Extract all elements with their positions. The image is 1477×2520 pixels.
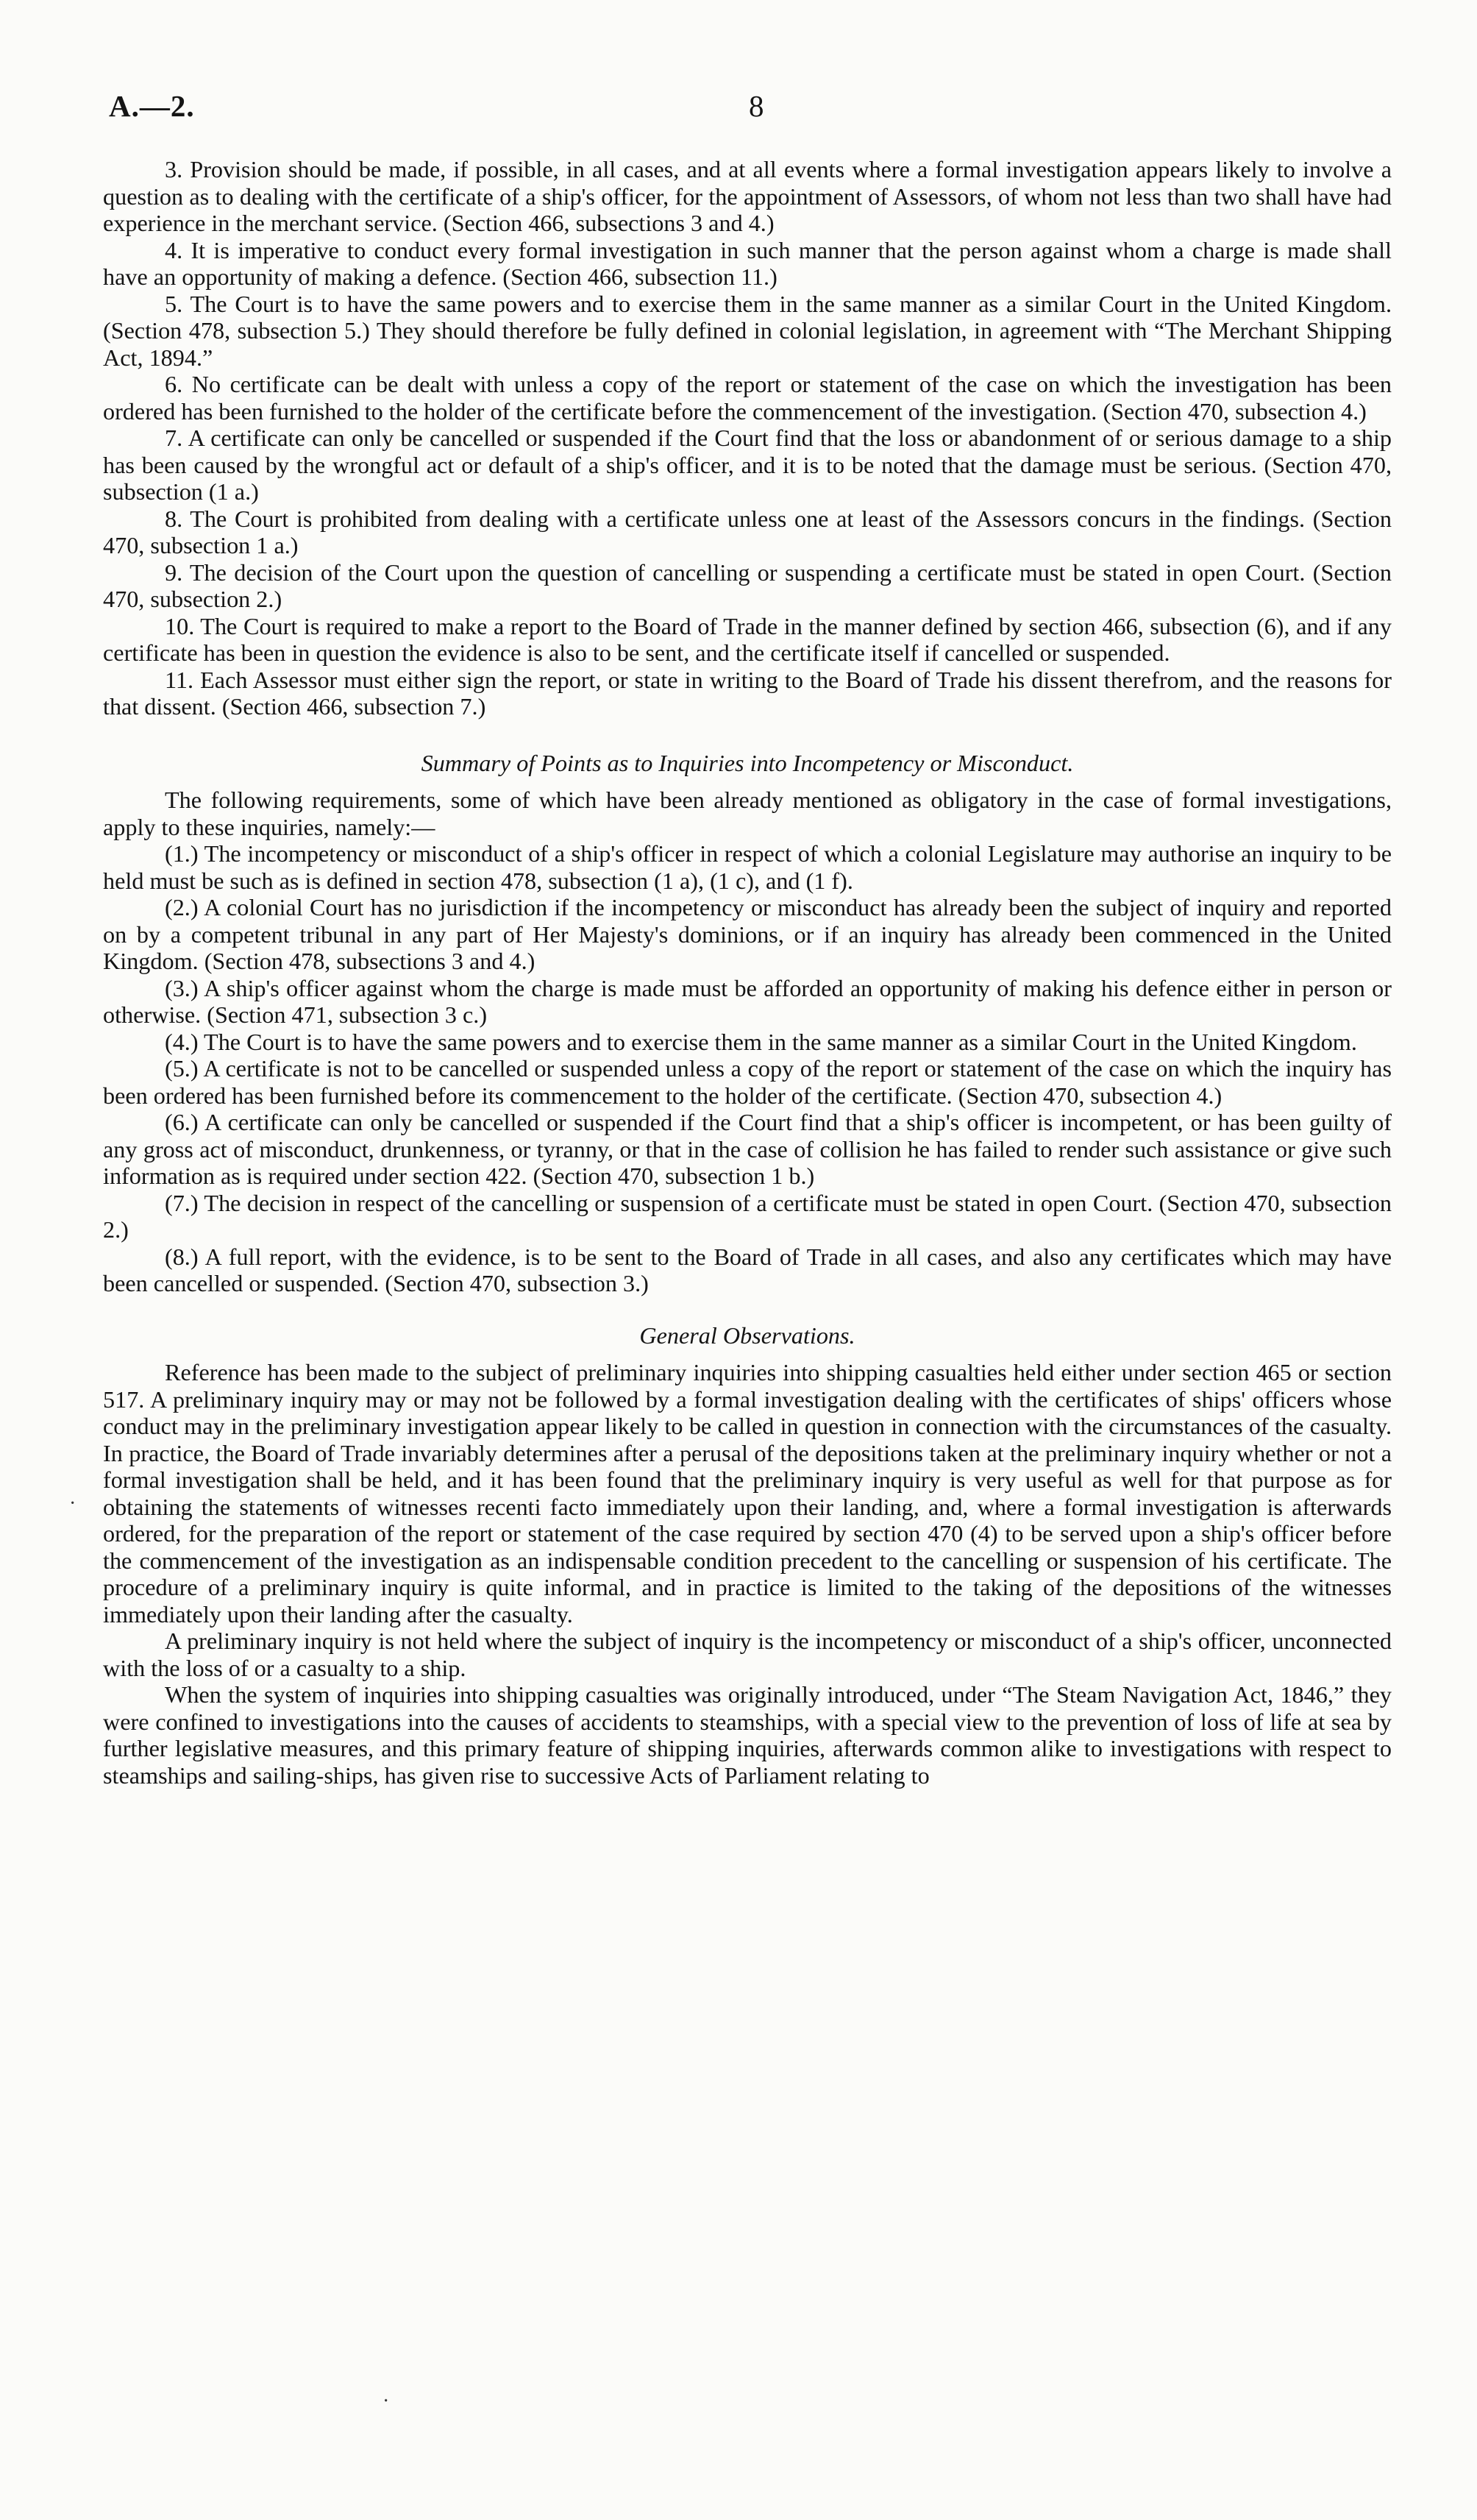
summary-section	[103, 750, 1392, 1297]
paragraph-7: 7. A certificate can only be cancelled or suspended if the Court find that the loss or abandonment of or serious damage to a ship has been caused by the wrongful act or default of a ship's officer, and it is to be noted that the damage must be serious. (Section 470, subsection (1 a.)	[103, 425, 1392, 505]
document-reference: A.—2.	[109, 89, 195, 123]
summary-point-1: (1.) The incompetency or misconduct of a ship's officer in respect of which a colonial Legislature may authorise an inquiry to be held must be such as is defined in section 478, subsection (1 a), (1 c), and (1 f).	[103, 840, 1392, 894]
general-paragraph-3: When the system of inquiries into shipping casualties was originally introduced, under “The Steam Navigation Act, 1846,” they were confined to investigations into the causes of accidents to steamships, with a special view to the prevention of loss of life at sea by further legislative measures, and this primary feature of shipping inquiries, afterwards common alike to investigations with respect to steamships and sailing-ships, has given rise to successive Acts of Parliament relating to	[103, 1681, 1392, 1789]
summary-point-6: (6.) A certificate can only be cancelled or suspended if the Court find that a ship's officer is incompetent, or has been guilty of any gross act of misconduct, drunkenness, or tyranny, or that in the case of collision he has failed to render such assistance or give such information as is required under section 422. (Section 470, subsection 1 b.)	[103, 1109, 1392, 1189]
paragraph-9: 9. The decision of the Court upon the question of cancelling or suspending a certificate must be stated in open Court. (Section 470, subsection 2.)	[103, 558, 1392, 612]
summary-point-8: (8.) A full report, with the evidence, is to be sent to the Board of Trade in all cases, and also any certificates which may have been cancelled or suspended. (Section 470, subsection 3.)	[103, 1243, 1392, 1296]
summary-point-5: (5.) A certificate is not to be cancelled or suspended unless a copy of the report or statement of the case on which the inquiry has been ordered has been furnished before its commencement to the holder of the certificate. (Section 470, subsection 4.)	[103, 1055, 1392, 1109]
page-header	[109, 88, 1389, 132]
bottom-dot-mark: ·	[382, 2390, 390, 2413]
general-paragraph-2: A preliminary inquiry is not held where the subject of inquiry is the incompetency or misconduct of a ship's officer, unconnected with the loss of or a casualty to a ship.	[103, 1628, 1392, 1681]
paragraph-10: 10. The Court is required to make a report to the Board of Trade in the manner defined by section 466, subsection (6), and if any certificate has been in question the evidence is also to be sent, and the certificate itself if cancelled or suspended.	[103, 612, 1392, 666]
paragraph-4: 4. It is imperative to conduct every formal investigation in such manner that the person against whom a charge is made shall have an opportunity of making a defence. (Section 466, subsection 11.)	[103, 236, 1392, 290]
summary-point-7: (7.) The decision in respect of the cancelling or suspension of a certificate must be stated in open Court. (Section 470, subsection 2.)	[103, 1189, 1392, 1243]
general-paragraph-1: Reference has been made to the subject of preliminary inquiries into shipping casualties held either under section 465 or section 517. A preliminary inquiry may or may not be followed by a formal investigation dealing with the certificates of ships' officers whose conduct may in the preliminary investigation appear likely to be called in question in connection with the circumstances of the casualty. In practice, the Board of Trade invariably determines after a perusal of the depositions taken at the preliminary inquiry whether or not a formal investigation shall be held, and it has been found that the preliminary inquiry is very useful as well for that purpose as for obtaining the statements of witnesses recenti facto immediately upon their landing, and, where a formal investigation is afterwards ordered, for the preparation of the report or statement of the case required by section 470 (4) to be served upon a ship's officer before the commencement of the investigation as an indispensable condition precedent to the cancelling or suspension of his certificate. The procedure of a preliminary inquiry is quite informal, and in practice is limited to the taking of the depositions of the witnesses immediately upon their landing after the casualty.	[103, 1359, 1392, 1628]
paragraph-6: 6. No certificate can be dealt with unless a copy of the report or statement of the case on which the investigation has been ordered has been furnished to the holder of the certificate before the commencement of the investigation. (Section 470, subsection 4.)	[103, 371, 1392, 425]
margin-dot-mark: ·	[69, 1492, 76, 1515]
general-observations-section	[103, 1322, 1392, 1789]
paragraph-8: 8. The Court is prohibited from dealing with a certificate unless one at least of the Assessors concurs in the findings. (Section 470, subsection 1 a.)	[103, 505, 1392, 558]
summary-intro: The following requirements, some of which have been already mentioned as obligatory in the case of formal investigations, apply to these inquiries, namely:—	[103, 787, 1392, 840]
summary-point-3: (3.) A ship's officer against whom the charge is made must be afforded an opportunity of making his defence either in person or otherwise. (Section 471, subsection 3 c.)	[103, 974, 1392, 1028]
summary-point-4: (4.) The Court is to have the same powers and to exercise them in the same manner as a similar Court in the United Kingdom.	[165, 1028, 1357, 1055]
paragraph-5: 5. The Court is to have the same powers and to exercise them in the same manner as a similar Court in the United Kingdom. (Section 478, subsection 5.) They should therefore be fully defined in colonial legislation, in agreement with “The Merchant Shipping Act, 1894.”	[103, 290, 1392, 371]
paragraph-11: 11. Each Assessor must either sign the report, or state in writing to the Board of Trade his dissent therefrom, and the reasons for that dissent. (Section 466, subsection 7.)	[103, 666, 1392, 720]
page-body	[103, 156, 1392, 1789]
summary-heading: Summary of Points as to Inquiries into Incompetency or Misconduct.	[421, 749, 1074, 776]
formal-investigation-points	[103, 156, 1392, 720]
general-observations-heading: General Observations.	[639, 1321, 855, 1349]
page-number: 8	[749, 89, 764, 123]
summary-point-2: (2.) A colonial Court has no jurisdiction if the incompetency or misconduct has already been the subject of inquiry and reported on by a competent tribunal in any part of Her Majesty's dominions, or if an inquiry has already been commenced in the United Kingdom. (Section 478, subsections 3 and 4.)	[103, 894, 1392, 974]
paragraph-3: 3. Provision should be made, if possible, in all cases, and at all events where a formal investigation appears likely to involve a question as to dealing with the certificate of a ship's officer, for the appointment of Assessors, of whom not less than two shall have had experience in the merchant service. (Section 466, subsections 3 and 4.)	[103, 156, 1392, 236]
